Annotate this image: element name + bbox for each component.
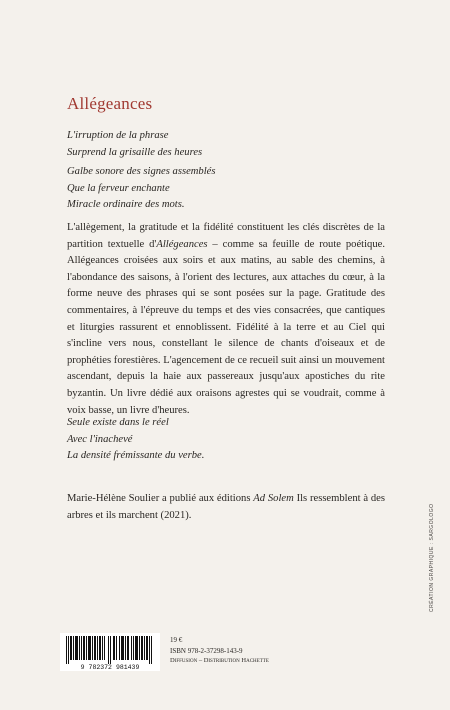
verse-line: Seule existe dans le réel <box>67 417 169 428</box>
isbn: ISBN 978-2-37298-143-9 <box>170 646 243 655</box>
price-isbn-block <box>170 635 269 667</box>
barcode-digit-group-2: 981439 <box>115 664 140 671</box>
bio-publisher: Ad Solem <box>253 493 294 504</box>
verse-line: Galbe sonore des signes assemblés <box>67 166 216 177</box>
verse-line: Miracle ordinaire des mots. <box>67 199 185 210</box>
isbn-barcode <box>60 633 160 671</box>
price: 19 € <box>170 636 183 644</box>
bio-text: Marie-Hélène Soulier a publié aux éditions <box>67 493 254 504</box>
author-bio <box>67 491 385 524</box>
summary-title-ref: Allégeances <box>156 238 208 250</box>
design-credit: CRÉATION GRAPHIQUE : SARGOLOGO <box>429 503 435 612</box>
bio-year: (2021). <box>157 509 192 521</box>
barcode-digits <box>60 664 160 671</box>
distribution: Diffusion – Distribution Hachette <box>170 657 269 664</box>
verse-line: La densité frémissante du verbe. <box>67 450 205 461</box>
epigraph-stanza-2 <box>67 164 216 214</box>
closing-stanza <box>67 415 204 465</box>
verse-line: L'irruption de la phrase <box>67 130 169 141</box>
summary-text-end: – comme sa feuille de route poétique. Allégeances croisées aux soirs et aux matins, au sable des chemins, à l'abondance des saisons, à l'orient des lectures, aux attaches du cœur, à la forme neuve des phrases qui se sont posées sur la page. Gratitude des commentaires, à l'épreuve du temps et des vies consacrées, que cantiques et liturgies rassurent et ennoblissent. Fidélité à la terre et au Ciel qui s'incline vers nous, constellant le silence de chants d'oiseaux et de prophéties forestières. L'agencement de ce recueil suit ainsi un mouvement ascendant, depuis la haie aux passereaux jusqu'aux apostiches du rite byzantin. Un livre dédié aux oraisons agrestes qui se voudrait, comme à voix basse, un livre d'heures. <box>67 238 386 416</box>
verse-line: Surprend la grisaille des heures <box>67 146 203 158</box>
book-title: Allégeances <box>67 94 153 113</box>
verse-line: Que la ferveur enchante <box>67 182 170 194</box>
barcode-digit-first: 9 <box>80 664 85 671</box>
barcode-bars <box>66 636 154 664</box>
bio-book-title: Ils ressemblent à des arbres et ils marchent <box>67 493 385 521</box>
summary-paragraph <box>67 220 385 419</box>
barcode-digit-group-1: 782372 <box>88 664 112 671</box>
epigraph-stanza-1 <box>67 128 202 161</box>
summary-text-start: L'allègement, la gratitude et la fidélité constituent les clés discrètes de la partition textuelle d' <box>67 222 385 250</box>
verse-line: Avec l'inachevé <box>67 433 133 445</box>
